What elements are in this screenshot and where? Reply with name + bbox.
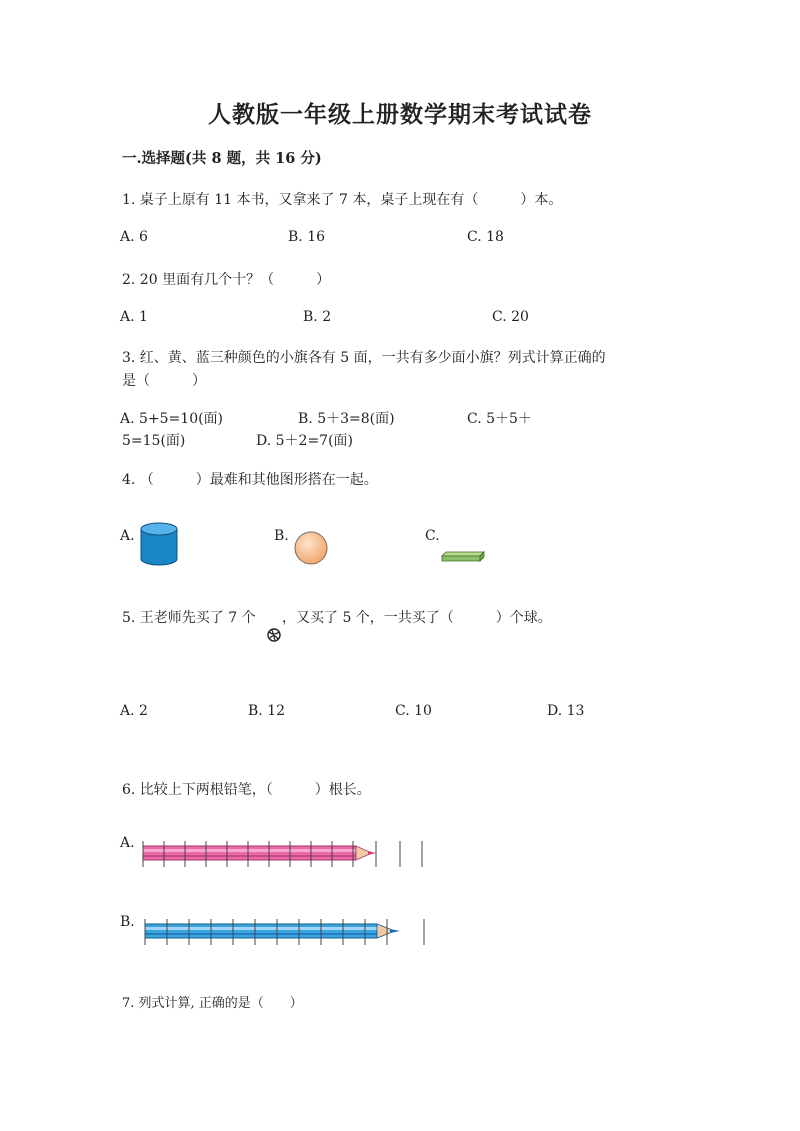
question-5-part-1: 5. 王老师先买了 7 个 (122, 610, 256, 626)
ball-icon (293, 530, 329, 566)
q3-option-a: A. 5+5=10(面) (120, 411, 224, 427)
q1-option-c: C. 18 (467, 229, 504, 245)
cylinder-icon (139, 521, 179, 567)
q4-option-a: A. (120, 528, 135, 544)
q6-option-b: B. (120, 914, 135, 930)
question-2: 2. 20 里面有几个十？（ ） (122, 272, 331, 288)
q5-option-b: B. 12 (248, 703, 286, 719)
q4-option-c: C. (425, 528, 440, 544)
q3-option-b: B. 5＋3=8(面) (298, 411, 395, 427)
q1-option-a: A. 6 (120, 229, 148, 245)
q2-option-c: C. 20 (492, 309, 529, 325)
prism-icon (442, 550, 486, 562)
page-title: 人教版一年级上册数学期末考试试卷 (208, 101, 592, 128)
question-4: 4. （ ）最难和其他图形搭在一起。 (122, 472, 378, 488)
q5-option-a: A. 2 (120, 703, 148, 719)
q2-option-b: B. 2 (303, 309, 332, 325)
question-3-line-2: 是（ ） (122, 373, 206, 389)
q2-option-a: A. 1 (120, 309, 148, 325)
q3-option-c: C. 5＋5＋ (467, 411, 532, 427)
q5-option-c: C. 10 (395, 703, 432, 719)
q3-option-c-continued: 5=15(面) (122, 433, 186, 449)
question-7: 7. 列式计算, 正确的是（ ） (122, 996, 303, 1011)
q5-option-d: D. 13 (547, 703, 585, 719)
ball-sketch-icon (266, 627, 282, 643)
q4-option-b: B. (274, 528, 289, 544)
section-heading: 一.选择题(共 8 题，共 16 分) (122, 150, 322, 167)
q6-option-a: A. (120, 835, 135, 851)
question-1: 1. 桌子上原有 11 本书，又拿来了 7 本，桌子上现在有（ ）本。 (122, 192, 563, 208)
question-5-part-2: ，又买了 5 个，一共买了（ ）个球。 (282, 610, 552, 626)
q1-option-b: B. 16 (288, 229, 326, 245)
q3-option-d: D. 5＋2=7(面) (256, 433, 354, 449)
question-6: 6. 比较上下两根铅笔，（ ）根长。 (122, 782, 371, 798)
pink-pencil-ruler (138, 838, 438, 874)
blue-pencil-ruler (138, 916, 438, 952)
question-3-line-1: 3. 红、黄、蓝三种颜色的小旗各有 5 面，一共有多少面小旗？列式计算正确的 (122, 350, 606, 366)
